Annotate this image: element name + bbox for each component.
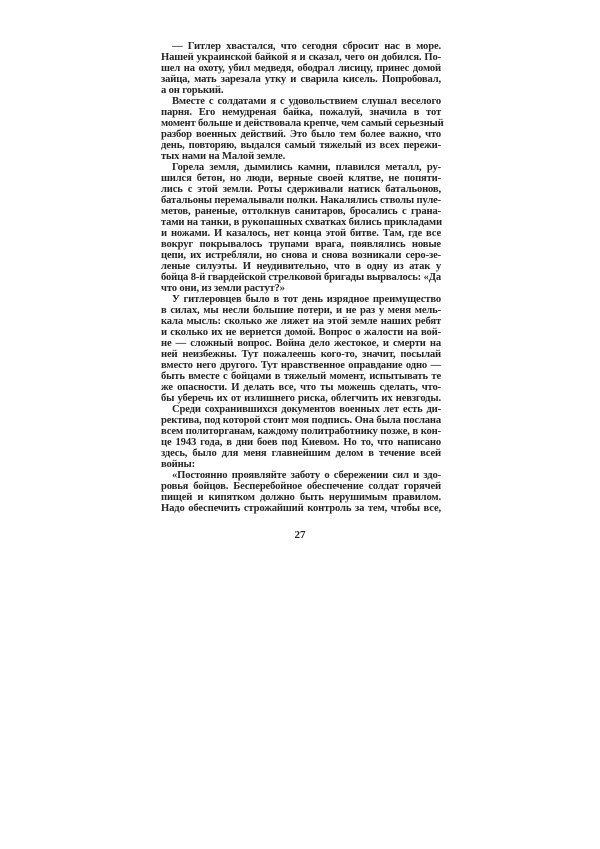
- text-line: и сколько их не вернется домой. Вопрос о жалости на вой-: [161, 327, 441, 338]
- text-line: и ножами. И казалось, нет конца этой битве. Там, где все: [161, 228, 441, 239]
- text-line: Горела земля, дымились камни, плавился металл, ру-: [172, 162, 441, 173]
- text-line: вокруг покрывалось трупами врага, появлялись новые: [161, 239, 441, 250]
- text-line: здесь, было для меня главнейшим делом в течение всей: [161, 448, 441, 459]
- text-line: что они, из земли растут?»: [161, 283, 285, 294]
- paragraph: [161, 470, 441, 514]
- text-line: — Гитлер хвастался, что сегодня сбросит нас в море.: [172, 41, 441, 52]
- paragraph: [161, 404, 441, 470]
- text-line: леные силуэты. И неудивительно, что в одну из атак у: [161, 261, 441, 272]
- text-line: метов, раненые, оттолкнув санитаров, бросались с грана-: [161, 206, 441, 217]
- text-line: кала мысль: сколько же ляжет на этой земле наших ребят: [161, 316, 441, 327]
- text-line: це 1943 года, в дни боев под Киевом. Но то, что написано: [161, 437, 441, 448]
- text-line: день, повторяю, выдался самый тяжелый из всех пережи-: [161, 140, 441, 151]
- text-line: бы уберечь их от излишнего риска, облегчить их невзгоды.: [161, 393, 441, 404]
- paragraph: [161, 41, 441, 96]
- text-line: ректива, под которой стоит моя подпись. Она была послана: [161, 415, 441, 426]
- paragraph: [161, 162, 441, 294]
- text-line: не — сложный вопрос. Война дело жестокое, и смерти на: [161, 338, 441, 349]
- text-line: Нашей украинской байкой я и сказал, чего он добился. По-: [161, 52, 441, 63]
- text-line: лись с этой земли. Роты сдерживали натиск батальонов,: [161, 184, 441, 195]
- text-line: пищей и кипятком должно быть нерушимым правилом.: [161, 492, 441, 503]
- text-line: ровья бойцов. Бесперебойное обеспечение солдат горячей: [161, 481, 441, 492]
- text-line: батальоны перемалывали полки. Накалялись стволы пуле-: [161, 195, 442, 206]
- text-line: тами на танки, в рукопашных схватках бились прикладами: [161, 217, 442, 228]
- paragraph: [161, 294, 441, 404]
- text-line: вместо него другого. Тут нравственное оправдание одно —: [161, 360, 441, 371]
- text-line: У гитлеровцев было в тот день изрядное преимущество: [172, 294, 441, 305]
- text-line: шел на охоту, убил медведя, ободрал лисицу, принес домой: [161, 63, 441, 74]
- text-line: ней неизбежны. Тут пожалеешь кого-то, значит, посылай: [161, 349, 441, 360]
- page-number: 27: [294, 529, 306, 541]
- text-line: парня. Его немудреная байка, пожалуй, значила в тот: [161, 107, 441, 118]
- text-line: бойца 8-й гвардейской стрелковой бригады вырвалось: «Да: [161, 272, 441, 283]
- text-line: а он горький.: [161, 85, 224, 96]
- text-line: шился бетон, но люди, верные своей клятве, не попяти-: [161, 173, 441, 184]
- text-line: в силах, мы несли большие потери, и не раз у меня мель-: [161, 305, 441, 316]
- text-line: Надо обеспечить строжайший контроль за тем, чтобы все,: [161, 503, 441, 514]
- text-line: же опасности. И делать все, что ты можешь сделать, что-: [161, 382, 441, 393]
- text-line: зайца, мать зарезала утку и сварила кисель. Попробовал,: [161, 74, 441, 85]
- text-line: тых нами на Малой земле.: [161, 151, 286, 162]
- text-line: всем политорганам, каждому политработнику позже, в кон-: [161, 426, 441, 437]
- text-line: момент больше и действовала крепче, чем самый серьезный: [161, 118, 444, 129]
- text-line: Среди сохранившихся документов военных лет есть ди-: [172, 404, 441, 415]
- paragraph: [161, 96, 444, 162]
- text-line: быть вместе с бойцами в тяжелый момент, испытывать те: [161, 371, 441, 382]
- page-body-text: [161, 41, 444, 514]
- text-line: войны:: [161, 459, 196, 470]
- text-line: разбор военных действий. Это было тем более важно, что: [161, 129, 441, 140]
- text-line: Вместе с солдатами я с удовольствием слушал веселого: [172, 96, 441, 107]
- text-line: «Постоянно проявляйте заботу о сбережении сил и здо-: [172, 470, 441, 481]
- text-line: цепи, их истребляли, но снова и снова возникали серо-зе-: [161, 250, 441, 261]
